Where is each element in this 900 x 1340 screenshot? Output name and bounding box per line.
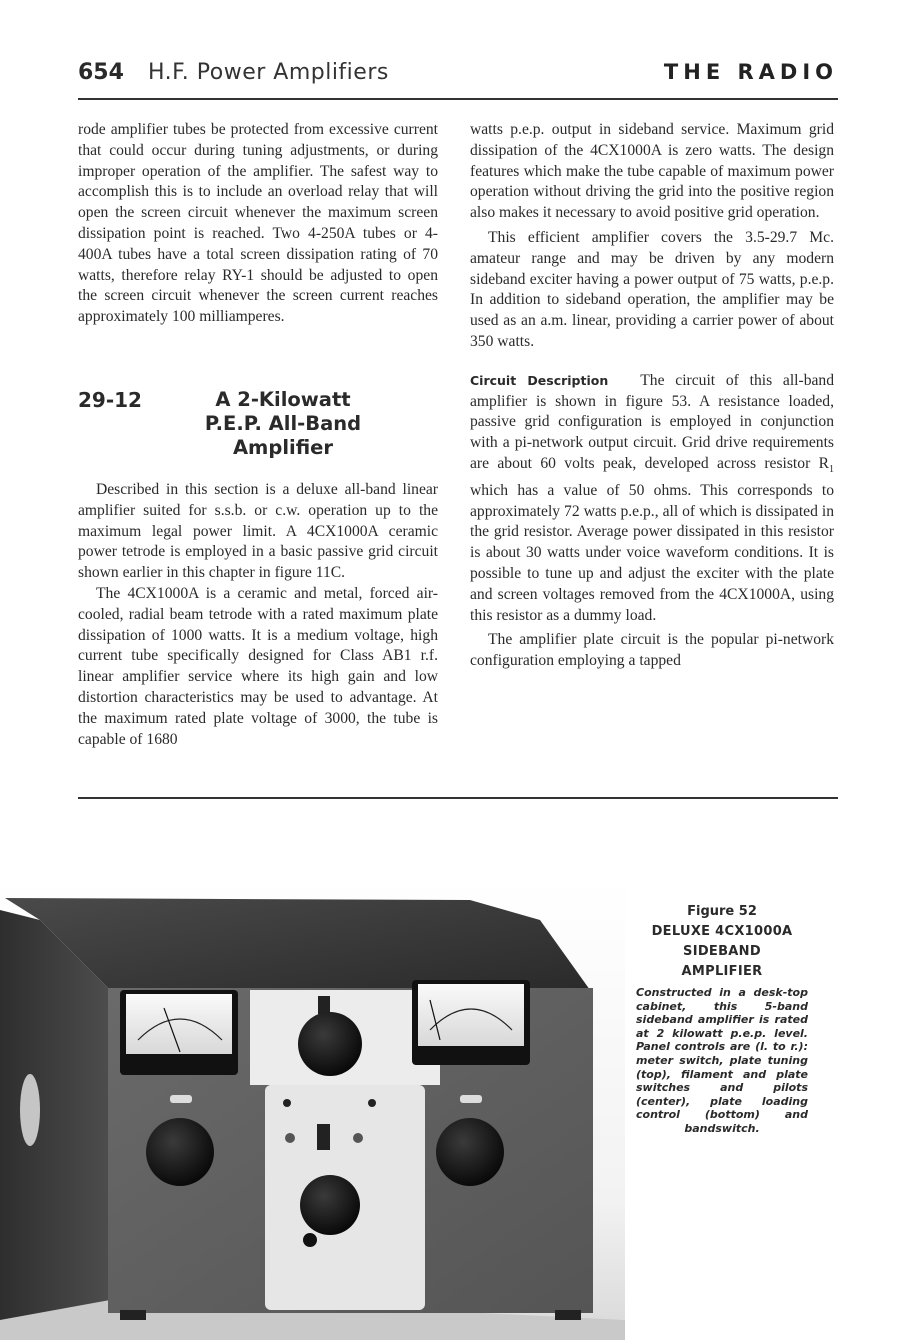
section-title-line: Amplifier bbox=[232, 436, 334, 459]
plate-tuning-knob bbox=[298, 1012, 362, 1076]
body-paragraph: The amplifier plate circuit is the popular pi-network configuration employing a tapped bbox=[470, 631, 834, 670]
subscript: 1 bbox=[829, 464, 834, 476]
page-header bbox=[78, 60, 838, 94]
runin-heading: Circuit Description bbox=[470, 372, 609, 388]
header-rule bbox=[78, 98, 838, 100]
tuning-indicator bbox=[318, 996, 330, 1014]
section-number: 29-12 bbox=[78, 388, 142, 412]
section-title-line: P.E.P. All-Band bbox=[204, 412, 362, 435]
figure-title-line: AMPLIFIER bbox=[681, 964, 763, 979]
left-column bbox=[78, 120, 438, 328]
pilot-lamp bbox=[283, 1099, 291, 1107]
continued-paragraph: rode amplifier tubes be protected from excessive current that could occur during tuning adjustments, or during improper operation of the amplifier. The safest way to accomplish this is to include an overload relay that will open the screen circuit whenever the maximum screen dissipation point is reached. Two 4-250A tubes or 4-400A tubes have a total screen dissipation rating of 70 watts, therefore relay RY-1 should be adjusted to open the screen circuit whenever the screen current reaches approximately 100 milliamperes. bbox=[78, 121, 438, 326]
amplifier-photo bbox=[0, 880, 625, 1340]
book-title: THE RADIO bbox=[663, 60, 838, 84]
plate-pilot bbox=[353, 1133, 363, 1143]
meter-switch-label bbox=[170, 1095, 192, 1103]
figure-caption bbox=[636, 902, 808, 1136]
body-paragraph: This efficient amplifier covers the 3.5-29.7 Mc. amateur range and may be driven by any modern sideband exciter having a power output of 75 watts, p.e.p. In addition to sideband operation, the amplifier may be used as an a.m. linear, providing a carrier power of about 350 watts. bbox=[470, 228, 834, 350]
meter-switch-knob bbox=[146, 1118, 214, 1186]
pilot-lamp bbox=[368, 1099, 376, 1107]
figure-caption-text: Constructed in a desk-top cabinet, this 5-band sideband amplifier is rated at 2 kilowatt p.e.p. level. Panel controls are (l. to r.): meter switch, plate tuning (top), filament and plate switches and pilots (center), plate loading control (bottom) and bandswitch. bbox=[636, 986, 808, 1135]
filament-switch bbox=[285, 1133, 295, 1143]
body-paragraph: watts p.e.p. output in sideband service. Maximum grid dissipation of the 4CX1000A is zero watts. The design features which make the tube capable of maximum power operation without driving the grid into the positive region also makes it necessary to avoid positive grid operation. bbox=[470, 121, 834, 222]
section-title-line: A 2-Kilowatt bbox=[215, 388, 351, 411]
figure-title-line: DELUXE 4CX1000A bbox=[651, 924, 793, 939]
circuit-text: The circuit of this all-band amplifier is shown in figure 53. A resistance loaded, passive grid configuration is employed in conjunction with a pi-network output circuit. Grid drive requirements are about 60 volts peak, developed across resistor R bbox=[470, 371, 835, 472]
page-number: 654 bbox=[78, 60, 124, 85]
bandswitch-knob bbox=[436, 1118, 504, 1186]
text-end-rule bbox=[78, 797, 838, 799]
figure-label: Figure 52 bbox=[687, 904, 757, 919]
cabinet-foot bbox=[120, 1310, 146, 1320]
plate-switch bbox=[317, 1124, 330, 1150]
knob-pointer bbox=[303, 1233, 317, 1247]
left-meter-face bbox=[126, 994, 232, 1054]
figure-title-line: SIDEBAND bbox=[683, 944, 761, 959]
left-column-body bbox=[78, 480, 438, 750]
bandswitch-label bbox=[460, 1095, 482, 1103]
section-heading bbox=[78, 384, 438, 464]
right-column bbox=[470, 120, 834, 672]
running-title: H.F. Power Amplifiers bbox=[148, 60, 389, 85]
circuit-description-paragraph bbox=[470, 371, 834, 627]
body-paragraph: The 4CX1000A is a ceramic and metal, forced air-cooled, radial beam tetrode with a rated maximum plate dissipation of 1000 watts. It is a medium voltage, high current tube specifically designed for Class AB1 r.f. linear amplifier service where its high gain and low distortion characteristics may be used to advantage. At the maximum rated plate voltage of 3000, the tube is capable of 1680 bbox=[78, 584, 438, 748]
plate-loading-knob bbox=[300, 1175, 360, 1235]
side-vent bbox=[20, 1074, 40, 1146]
body-paragraph: Described in this section is a deluxe all-band linear amplifier suited for s.s.b. or c.w. operation up to the maximum legal power limit. A 4CX1000A ceramic power tetrode is employed in a basic passive grid circuit shown earlier in this chapter in figure 11C. bbox=[78, 481, 438, 582]
section-title bbox=[173, 388, 393, 460]
circuit-text-continued: which has a value of 50 ohms. This corresponds to approximately 72 watts p.e.p., all of which is dissipated in the grid resistor. Average power dissipated in this resistor is about 30 watts under voice waveform conditions. It is possible to tune up and adjust the exciter with the plate and screen voltages removed from the 4CX1000A, using this resistor as a dummy load. bbox=[470, 481, 834, 624]
cabinet-foot bbox=[555, 1310, 581, 1320]
